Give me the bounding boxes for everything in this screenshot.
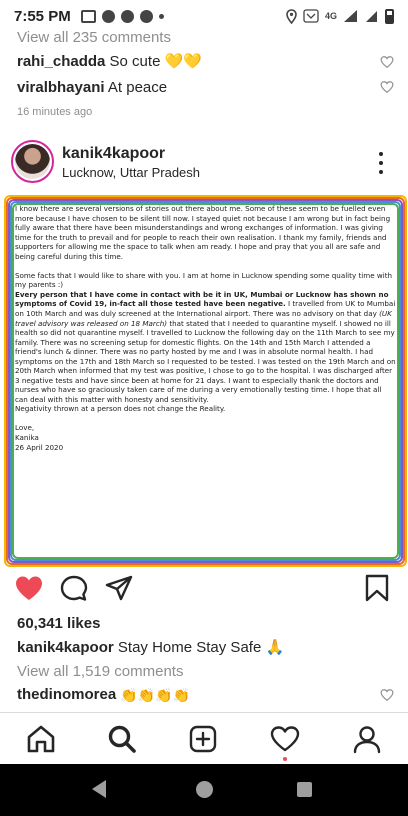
comment-username[interactable]: thedinomorea bbox=[17, 686, 117, 703]
statement-signoff: Love, bbox=[15, 423, 35, 433]
battery-icon bbox=[385, 9, 394, 24]
comment-text: At peace bbox=[107, 79, 168, 96]
search-icon[interactable] bbox=[106, 723, 138, 755]
likes-count[interactable]: 60,341 likes bbox=[17, 615, 101, 632]
comment-text: So cute 💛💛 bbox=[109, 53, 202, 70]
post-actions bbox=[0, 568, 408, 608]
save-bookmark-icon[interactable] bbox=[364, 574, 390, 602]
comment-like-icon[interactable] bbox=[380, 55, 394, 69]
comment-username[interactable]: rahi_chadda bbox=[17, 53, 106, 70]
activity-icon bbox=[269, 723, 301, 755]
view-all-comments-link[interactable]: View all 235 comments bbox=[17, 29, 171, 46]
more-options-icon[interactable] bbox=[378, 152, 384, 174]
signal-icon bbox=[343, 9, 359, 23]
back-button[interactable] bbox=[92, 780, 106, 798]
like-heart-icon[interactable] bbox=[14, 574, 44, 602]
volte-icon bbox=[303, 9, 319, 23]
comment-item bbox=[17, 686, 190, 704]
post-image[interactable] bbox=[4, 195, 407, 567]
statement-signature: Kanika bbox=[15, 433, 39, 443]
comment-text: 👏👏👏👏 bbox=[120, 686, 191, 703]
status-bar bbox=[0, 0, 408, 32]
gallery-icon bbox=[81, 10, 96, 23]
signal-icon bbox=[365, 9, 379, 23]
statement-paragraph: Negativity thrown at a person does not change the Reality. bbox=[15, 404, 226, 414]
caption-username[interactable]: kanik4kapoor bbox=[17, 639, 114, 656]
post-caption bbox=[17, 638, 284, 656]
home-button[interactable] bbox=[196, 781, 213, 798]
statement-bold: Every person that I have come in contact with be it in UK, Mumbai or Lucknow has shown no symptoms of Covid 19, in-fact all those tested have been negative. bbox=[15, 289, 389, 309]
statement-text bbox=[15, 204, 396, 452]
messenger-icon bbox=[102, 10, 115, 23]
statement-italic: (UK travel advisory was released on 18 March) bbox=[15, 308, 392, 328]
post-timestamp: 16 minutes ago bbox=[17, 106, 93, 118]
messenger-icon bbox=[121, 10, 134, 23]
comment-item bbox=[17, 52, 397, 70]
profile-icon[interactable] bbox=[351, 723, 383, 755]
statement-paragraph: Some facts that I would like to share with you. I am at home in Lucknow spending some quality time with my parents :) bbox=[15, 270, 393, 290]
caption-text: Stay Home Stay Safe 🙏 bbox=[117, 639, 285, 656]
comment-like-icon[interactable] bbox=[380, 80, 394, 94]
location-icon bbox=[286, 9, 297, 24]
bottom-nav bbox=[0, 712, 408, 764]
comment-like-icon[interactable] bbox=[380, 688, 394, 702]
recents-button[interactable] bbox=[297, 782, 312, 797]
statement-paragraph: I know there are several versions of stories out there about me. Some of these seem to be fuelled even more because I have chosen to be silent till now. I stayed quiet not because I am wrong but in fact being fully aware that there have been misunderstandings and wrong exchanges of information. I was giving time for the truth to prevail and for people to reach their own realisation. I thank my family, friends and supporters for allowing me the space to talk when am ready. I hope and pray that you all are safe and being careful during this time. bbox=[15, 204, 391, 261]
comment-item bbox=[17, 79, 397, 96]
status-time: 7:55 PM bbox=[14, 7, 71, 25]
comment-username[interactable]: viralbhayani bbox=[17, 79, 105, 96]
avatar[interactable] bbox=[11, 140, 54, 183]
share-icon[interactable] bbox=[104, 574, 134, 602]
post-location[interactable]: Lucknow, Uttar Pradesh bbox=[62, 165, 201, 180]
android-nav-bar bbox=[0, 764, 408, 816]
comment-icon[interactable] bbox=[59, 574, 89, 602]
home-icon[interactable] bbox=[25, 723, 57, 755]
activity-tab[interactable] bbox=[269, 723, 301, 755]
messenger-icon bbox=[140, 10, 153, 23]
statement-date: 26 April 2020 bbox=[15, 442, 64, 452]
statement-paragraph: Every person that I have come in contact with be it in UK, Mumbai or Lucknow has shown no symptoms of Covid 19, in-fact all those tested have been negative. I travelled from UK to Mumbai on 10th March and was duly screened at the International airport. There was no advisory on that day (UK travel advisory was released on 18 March) that stated that I needed to quarantine myself. I showed no ill health so did not quarantine myself. I travelled to Lucknow the following day on the 11th March to see my family. There was no screening setup for domestic flights. On the 14th and 15th March I attended a friend's lunch & dinner. There was no party hosted by me and I was in absolute normal health. I had symptoms on the 17th and 18th March so I requested to be tested. I was tested on the 19th March and on 20th March when informed that my test was positive, I chose to go to the hospital. I was discharged after 3 negative tests and have since been at home for 21 days. I want to especially thank the doctors and nurses who have so graciously taken care of me during a very emotionally testing time. I hope that all can deal with this matter with honesty and sensitivity. bbox=[15, 289, 396, 404]
dot-icon bbox=[159, 14, 164, 19]
view-all-comments-link[interactable]: View all 1,519 comments bbox=[17, 663, 184, 680]
avatar-image bbox=[15, 144, 50, 179]
network-type: 4G bbox=[324, 11, 337, 21]
post-username[interactable]: kanik4kapoor bbox=[62, 145, 166, 162]
new-post-icon[interactable] bbox=[187, 723, 219, 755]
notification-dot bbox=[283, 757, 287, 761]
post-header bbox=[0, 138, 408, 188]
